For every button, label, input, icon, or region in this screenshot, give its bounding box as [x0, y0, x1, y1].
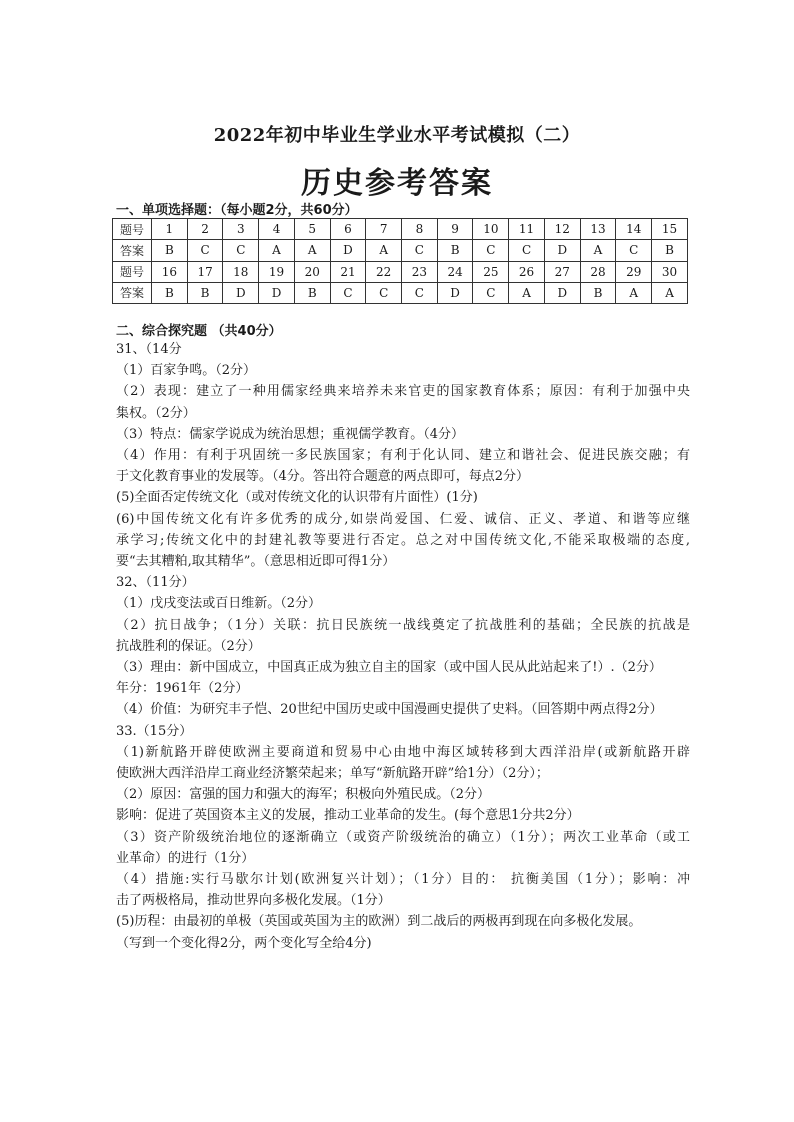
table-cell: 23 [402, 261, 438, 282]
table-cell: A [616, 282, 652, 303]
table-cell: A [509, 282, 545, 303]
answer-line: (5)历程：由最初的单极（英国或英国为主的欧洲）到二战后的两极再到现在向多极化发展。 [116, 914, 642, 930]
table-cell: A [652, 282, 688, 303]
table-cell: B [652, 240, 688, 261]
table-cell: 22 [366, 261, 402, 282]
table-cell: 13 [580, 219, 616, 240]
table-cell: 9 [437, 219, 473, 240]
answer-line: （3）理由：新中国成立，中国真正成为独立自主的国家（或中国人民从此站起来了!）.（2分） [116, 660, 662, 676]
table-cell: 2 [187, 219, 223, 240]
answer-line: （2）抗日战争；（1分）关联：抗日民族统一战线奠定了抗战胜利的基础；全民族的抗战是 [116, 617, 690, 633]
answer-line: （3）特点：儒家学说成为统治思想；重视儒学教育。（4分） [116, 426, 465, 442]
table-cell: 5 [294, 219, 330, 240]
answer-line: 要“去其糟粕,取其精华”。（意思相近即可得1分） [116, 554, 396, 570]
table-cell: 14 [616, 219, 652, 240]
answer-line: (5)全面否定传统文化（或对传统文化的认识带有片面性）(1分) [116, 490, 478, 506]
answer-line: 31、（14分 [116, 342, 182, 357]
table-cell: 11 [509, 219, 545, 240]
row-header-cell: 答案 [113, 282, 152, 303]
section1-heading: 一、单项选择题：（每小题2分，共60分） [116, 203, 358, 218]
table-cell: B [187, 282, 223, 303]
table-cell: C [187, 240, 223, 261]
table-cell: 25 [473, 261, 509, 282]
answer-line: 影响：促进了英国资本主义的发展，推动工业革命的发生。(每个意思1分共2分） [116, 808, 580, 824]
table-cell: A [580, 240, 616, 261]
row-header-cell: 答案 [113, 240, 152, 261]
table-cell: 16 [152, 261, 188, 282]
table-cell: 3 [223, 219, 259, 240]
table-cell: 20 [294, 261, 330, 282]
table-cell: 19 [259, 261, 295, 282]
table-cell: B [152, 240, 188, 261]
table-cell: C [366, 282, 402, 303]
table-cell: 6 [330, 219, 366, 240]
table-cell: C [616, 240, 652, 261]
table-cell: D [544, 282, 580, 303]
answer-line: 32、（11分） [116, 575, 195, 591]
question-number-row [113, 261, 688, 282]
answer-row [113, 282, 688, 303]
answer-line: （1）戊戌变法或百日维新。（2分） [116, 596, 322, 612]
table-cell: D [259, 282, 295, 303]
row-header-cell: 题号 [113, 219, 152, 240]
answer-text [116, 339, 690, 954]
table-cell: D [437, 282, 473, 303]
answer-line: （写到一个变化得2分，两个变化写全给4分) [116, 935, 372, 951]
table-cell: 24 [437, 261, 473, 282]
answer-line: （4）措施:实行马歇尔计划(欧洲复兴计划）；（1分）目的： 抗衡美国（1分）；影响：冲 [116, 872, 690, 888]
answer-line: 抗战胜利的保证。（2分） [116, 638, 261, 654]
row-header-cell: 题号 [113, 261, 152, 282]
answer-line: （1)新航路开辟使欧洲主要商道和贸易中心由地中海区域转移到大西洋沿岸(或新航路开辟 [116, 744, 690, 760]
table-cell: 27 [544, 261, 580, 282]
answer-line: 集权。（2分） [116, 405, 196, 421]
section2-heading: 二、综合探究题 （共40分） [116, 324, 282, 339]
answer-line: 业革命）的进行（1分） [116, 850, 255, 866]
table-cell: C [473, 282, 509, 303]
answer-line: （4）价值：为研究丰子恺、20世纪中国历史或中国漫画史提供了史料。（回答期中两点得2分） [116, 702, 663, 718]
table-cell: D [544, 240, 580, 261]
table-cell: 10 [473, 219, 509, 240]
answer-line: (6)中国传统文化有许多优秀的成分,如崇尚爱国、仁爱、诚信、正义、孝道、和谐等应继 [116, 511, 690, 527]
table-cell: A [259, 240, 295, 261]
table-cell: 30 [652, 261, 688, 282]
answer-line: 于文化教育事业的发展等。（4分。答出符合题意的两点即可，每点2分） [116, 469, 530, 485]
exam-title: 2022年初中毕业生学业水平考试模拟（二） [213, 125, 581, 146]
answer-line: 使欧洲大西洋沿岸工商业经济繁荣起来；单写“新航路开辟”给1分）（2分）； [116, 766, 549, 782]
answer-line: 击了两极格局，推动世界向多极化发展。（1分） [116, 893, 391, 909]
answer-line: （1）百家争鸣。（2分） [116, 363, 257, 379]
question-number-row [113, 219, 688, 240]
table-cell: 4 [259, 219, 295, 240]
table-cell: B [437, 240, 473, 261]
table-cell: B [580, 282, 616, 303]
table-cell: A [294, 240, 330, 261]
table-cell: 17 [187, 261, 223, 282]
answer-line: 33.（15分） [116, 723, 193, 739]
table-cell: 15 [652, 219, 688, 240]
answer-line: （3）资产阶级统治地位的逐渐确立（或资产阶级统治的确立）（1分）；两次工业革命（或工 [116, 829, 690, 845]
table-cell: C [402, 282, 438, 303]
answer-line: 年分：1961年（2分） [116, 681, 249, 697]
table-cell: 8 [402, 219, 438, 240]
table-cell: 28 [580, 261, 616, 282]
table-cell: 7 [366, 219, 402, 240]
table-cell: 12 [544, 219, 580, 240]
table-cell: C [473, 240, 509, 261]
table-cell: D [330, 240, 366, 261]
answer-line: （2）表现：建立了一种用儒家经典来培养未来官吏的国家教育体系；原因：有利于加强中央 [116, 384, 690, 400]
answer-table [112, 218, 688, 304]
answer-line: （2）原因：富强的国力和强大的海军；积极向外殖民成。（2分） [116, 787, 491, 803]
answer-row [113, 240, 688, 261]
answer-line: 承学习;传统文化中的封建礼教等要进行否定。总之对中国传统文化,不能采取极端的态度, [116, 532, 690, 548]
table-cell: 1 [152, 219, 188, 240]
table-cell: B [294, 282, 330, 303]
table-cell: D [223, 282, 259, 303]
answer-line: （4）作用：有利于巩固统一多民族国家；有利于化认同、建立和谐社会、促进民族交融；有 [116, 448, 690, 464]
table-cell: C [223, 240, 259, 261]
table-cell: 26 [509, 261, 545, 282]
table-cell: B [152, 282, 188, 303]
table-cell: C [402, 240, 438, 261]
subject-title: 历史参考答案 [301, 166, 493, 201]
table-cell: C [330, 282, 366, 303]
table-cell: A [366, 240, 402, 261]
table-cell: 18 [223, 261, 259, 282]
table-cell: C [509, 240, 545, 261]
table-cell: 29 [616, 261, 652, 282]
table-cell: 21 [330, 261, 366, 282]
